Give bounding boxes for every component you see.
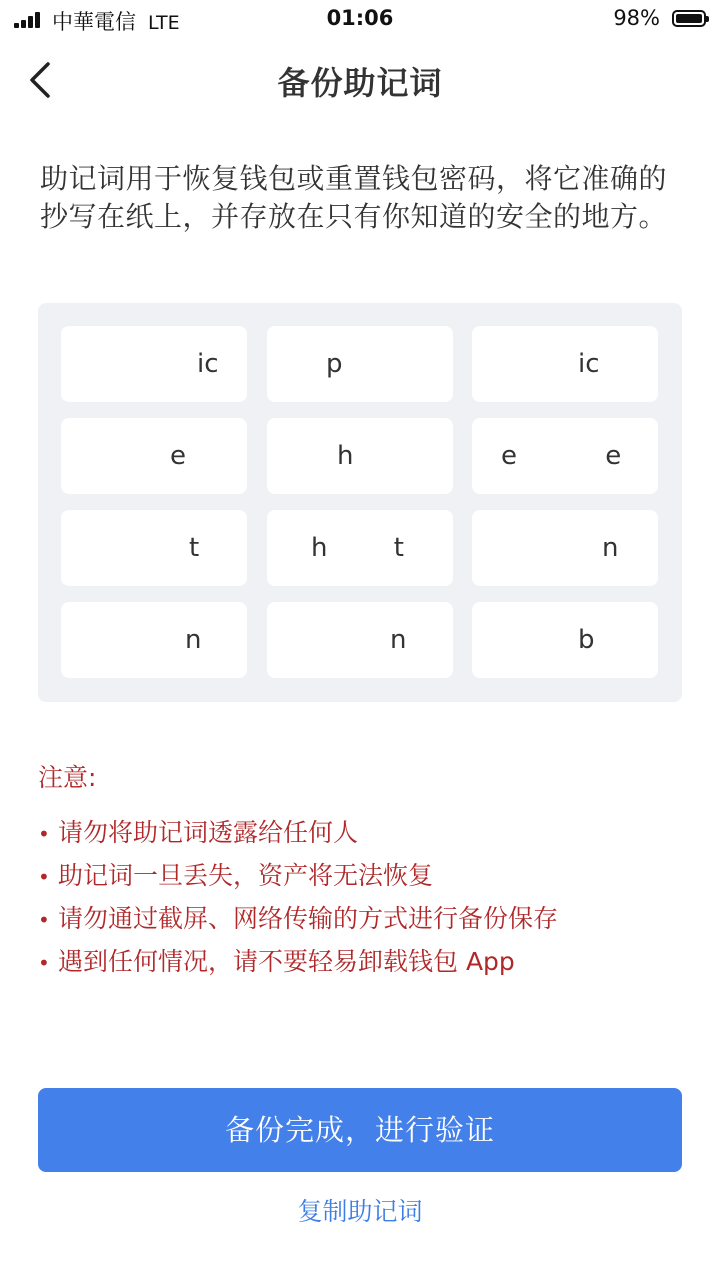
mnemonic-word-text: b bbox=[578, 625, 595, 655]
mnemonic-word bbox=[472, 602, 658, 678]
battery-icon bbox=[672, 10, 706, 27]
mnemonic-word bbox=[61, 602, 247, 678]
backup-description: 助记词用于恢复钱包或重置钱包密码，将它准确的抄写在纸上，并存放在只有你知道的安全的地方。 bbox=[40, 162, 668, 233]
page-title: 备份助记词 bbox=[277, 64, 443, 102]
mnemonic-word bbox=[267, 418, 453, 494]
mnemonic-word bbox=[61, 418, 247, 494]
mnemonic-word-text: e bbox=[170, 441, 186, 471]
notes-title: 注意: bbox=[38, 763, 97, 792]
mnemonic-word bbox=[472, 326, 658, 402]
mnemonic-word bbox=[472, 510, 658, 586]
mnemonic-word-text: ic bbox=[197, 349, 219, 379]
mnemonic-word-text: n bbox=[390, 625, 407, 655]
mnemonic-word bbox=[472, 418, 658, 494]
mnemonic-word-text: n bbox=[185, 625, 202, 655]
mnemonic-word-text: h t bbox=[311, 533, 404, 563]
mnemonic-word bbox=[267, 602, 453, 678]
status-time: 01:06 bbox=[326, 6, 394, 30]
network-type: LTE bbox=[148, 12, 180, 34]
backup-done-verify-button[interactable]: 备份完成，进行验证 bbox=[38, 1088, 682, 1172]
mnemonic-grid bbox=[38, 303, 682, 702]
mnemonic-word-text: ic bbox=[578, 349, 600, 379]
mnemonic-word bbox=[61, 510, 247, 586]
mnemonic-word bbox=[267, 510, 453, 586]
mnemonic-word-text: n bbox=[602, 533, 619, 563]
status-bar bbox=[0, 0, 720, 40]
note-item: • 助记词一旦丢失，资产将无法恢复 bbox=[38, 861, 434, 890]
note-text: 助记词一旦丢失，资产将无法恢复 bbox=[58, 861, 434, 890]
note-text: 请勿通过截屏、网络传输的方式进行备份保存 bbox=[58, 904, 559, 933]
mnemonic-word-text: p bbox=[326, 349, 343, 379]
note-item: • 遇到任何情况，请不要轻易卸载钱包 App bbox=[38, 947, 515, 976]
copy-mnemonic-link[interactable]: 复制助记词 bbox=[297, 1197, 423, 1226]
mnemonic-word-text: t bbox=[189, 533, 200, 563]
mnemonic-word-text: e e bbox=[501, 441, 622, 471]
warning-notes bbox=[38, 758, 688, 984]
note-item: • 请勿通过截屏、网络传输的方式进行备份保存 bbox=[38, 904, 559, 933]
note-item: • 请勿将助记词透露给任何人 bbox=[38, 818, 359, 847]
carrier-label: 中華電信 bbox=[52, 10, 136, 34]
mnemonic-word-text: h bbox=[337, 441, 354, 471]
note-text: 遇到任何情况，请不要轻易卸载钱包 App bbox=[58, 947, 515, 976]
mnemonic-word bbox=[61, 326, 247, 402]
note-text: 请勿将助记词透露给任何人 bbox=[58, 818, 359, 847]
mnemonic-word bbox=[267, 326, 453, 402]
battery-percent: 98% bbox=[613, 6, 660, 30]
